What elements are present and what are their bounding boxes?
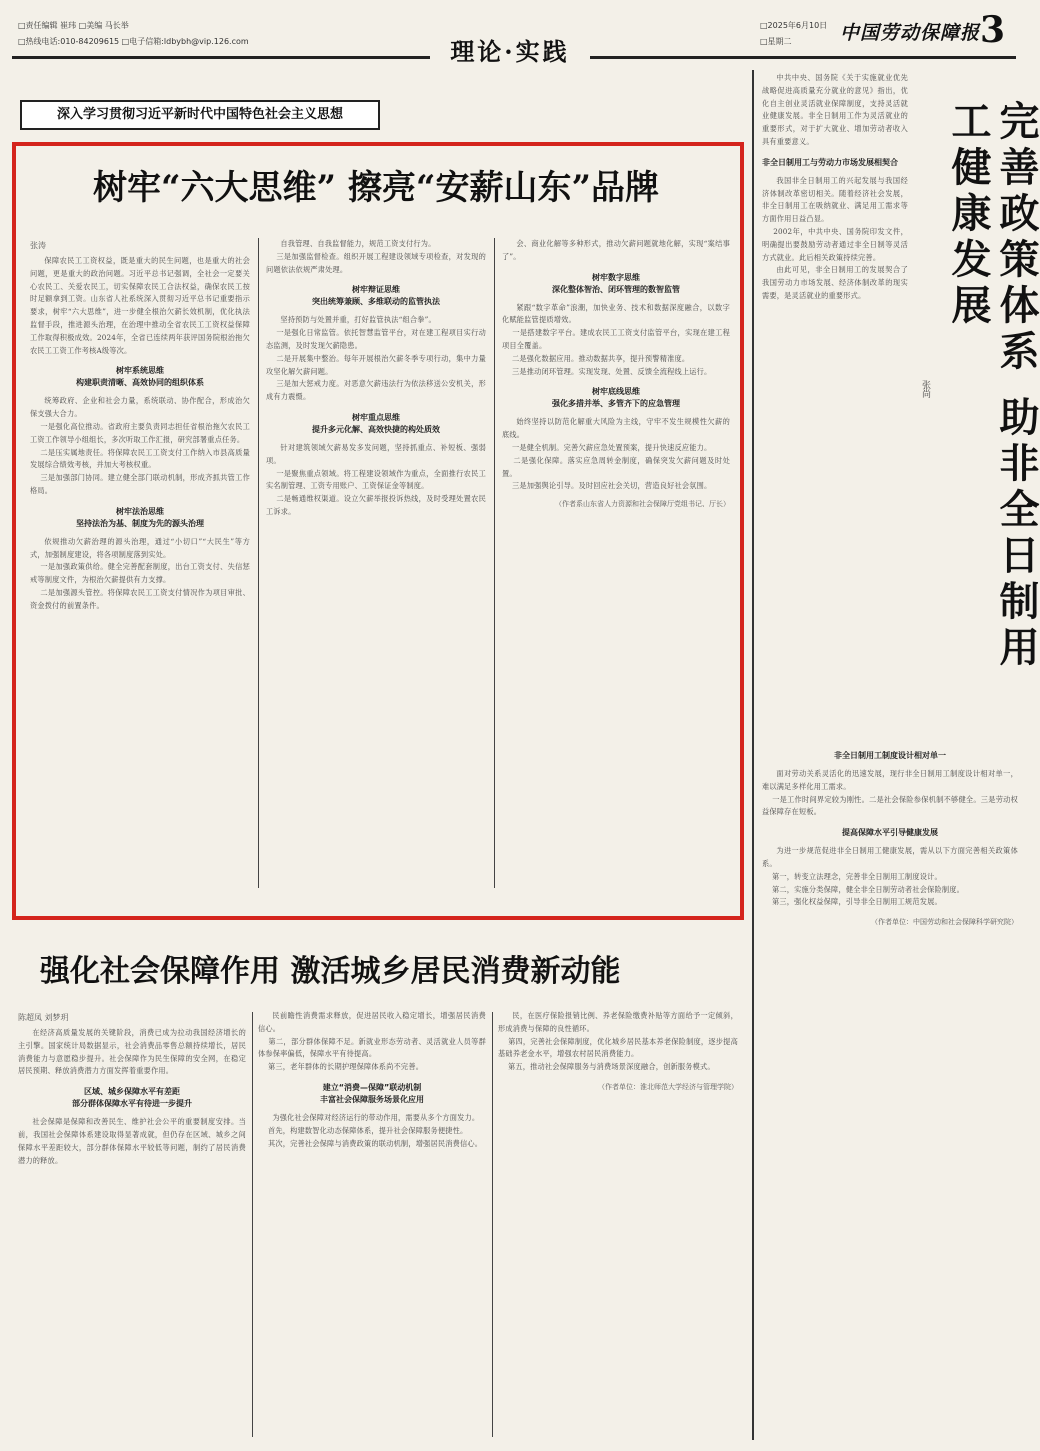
article1-col1-para2: 依规推动欠薪治理的源头治理，通过“小切口”“大民生”等方式，加强制度建设，将各项制度落到实处。 一是加强政策供给。健全完善配套制度，出台工资支付、失信惩戒等制度文件，为根治欠薪提供有力支撑。 二是加强源头管控。将保障农民工工资支付情况作为项目审批、资金拨付的前置条件。 xyxy=(30,536,250,610)
article1-author-note: （作者系山东省人力资源和社会保障厅党组书记、厅长） xyxy=(555,500,730,509)
sidebar-author-note: （作者单位：中国劳动和社会保障科学研究院） xyxy=(871,918,1018,927)
article2-col3-para1: 民，在医疗保险报销比例、养老保险缴费补贴等方面给予一定倾斜，形成消费与保障的良性循环。 第四，完善社会保障制度，优化城乡居民基本养老保险制度，逐步提高基础养老金水平，增强农村居民消费能力。 第五，推动社会保障服务与消费场景深度融合，创新服务模式。 xyxy=(498,1011,738,1072)
article2-col2 xyxy=(258,1010,486,1440)
col-divider xyxy=(494,238,495,888)
issue-date: □2025年6月10日 xyxy=(760,21,828,30)
article1-col2-para2: 针对建筑领域欠薪易发多发问题，坚持抓重点、补短板、强弱项。 一是聚焦重点领域。将工程建设领域作为重点，全面推行农民工实名制管理、工资专用账户、工资保证金等制度。 二是畅通维权渠道。设立欠薪举报投诉热线，及时受理处置农民工诉求。 xyxy=(266,442,486,516)
article1-subhead-digital: 树牢数字思维 深化整体智治、闭环管理的数智监管 xyxy=(552,272,680,294)
article1-col3-para1: 紧跟“数字革命”浪潮，加快业务、技术和数据深度融合，以数字化赋能监管提质增效。 一是搭建数字平台。建成农民工工资支付监管平台，实现在建工程项目全覆盖。 二是强化数据应用。推动数据共享，提升预警精准度。 三是推动闭环管理。实现发现、处置、反馈全流程线上运行。 xyxy=(502,302,730,376)
article2-col1 xyxy=(18,1010,246,1440)
sidebar-subhead-design: 非全日制用工制度设计相对单一 xyxy=(834,751,946,760)
article1-col2-para0: 自我管理、自我监督能力，规范工资支付行为。 三是加强监督检查。组织开展工程建设领域专项检查，对发现的问题依法依规严肃处理。 xyxy=(266,239,486,274)
article1-headline: 树牢“六大思维” 擦亮“安薪山东”品牌 xyxy=(92,168,660,208)
sidebar-divider xyxy=(752,70,754,1440)
article1-frame xyxy=(12,142,744,920)
article2-col2-para2: 为强化社会保障对经济运行的带动作用，需要从多个方面发力。 首先，构建数智化动态保障体系，提升社会保障服务便捷性。 其次，完善社会保障与消费政策的联动机制，增强居民消费信心。 xyxy=(267,1112,483,1148)
issue-weekday: □星期二 xyxy=(760,37,792,46)
sidebar-para1b: 由此可见，非全日制用工的发展契合了我国劳动力市场发展、经济体制改革的现实需要，是灵活就业的重要形式。 xyxy=(762,265,908,300)
article2-subhead-gap: 区域、城乡保障水平有差距 部分群体保障水平有待进一步提升 xyxy=(72,1087,192,1109)
article1-col3-para0: 会、商业化解等多种形式，推动欠薪问题就地化解，实现“案结事了”。 xyxy=(502,239,730,261)
article2-headline: 强化社会保障作用 激活城乡居民消费新动能 xyxy=(40,954,621,989)
sidebar-subhead-protection: 提高保障水平引导健康发展 xyxy=(842,828,938,838)
sidebar-col-b xyxy=(762,742,1018,1440)
masthead-date xyxy=(760,20,850,52)
article1-col3 xyxy=(502,238,730,898)
col-divider xyxy=(492,1012,493,1437)
editor-line: □责任编辑 崔玮 □美编 马长举 xyxy=(18,21,129,30)
sidebar-intro: 中共中央、国务院《关于实施就业优先战略促进高质量充分就业的意见》指出，优化自主创业灵活就业保障制度，支持灵活就业健康发展。非全日制用工作为灵活就业的重要形式，对于扩大就业、增加劳动者收入具有重要意义。 xyxy=(762,73,908,146)
article1-col1-para1: 统筹政府、企业和社会力量，系统联动、协作配合，形成治欠保支强大合力。 一是强化高位推动。省政府主要负责同志担任省根治拖欠农民工工资工作领导小组组长，多次听取工作汇报，研究部署重点任务。 二是压实属地责任。将保障农民工工资支付工作纳入市县高质量发展综合绩效考核，并加大考核权重。 三是加强部门协同。建立健全部门联动机制，形成齐抓共管工作格局。 xyxy=(30,396,250,495)
sidebar-vertical-title: 完善政策体系 助非全日制用工健康发展 xyxy=(945,100,1040,672)
article1-col3-para2: 始终坚持以防范化解重大风险为主线，守牢不发生规模性欠薪的底线。 一是健全机制。完善欠薪应急处置预案，提升快速反应能力。 二是强化保障。落实应急周转金制度，确保突发欠薪问题及时处置。 三是加强舆论引导。及时回应社会关切，营造良好社会氛围。 xyxy=(502,417,730,491)
article2-col3 xyxy=(498,1010,738,1440)
sidebar-para1: 我国非全日制用工的兴起发展与我国经济体制改革密切相关。随着经济社会发展，非全日制用工在吸纳就业、满足用工需求等方面作用日益凸显。 2002年，中共中央、国务院印发文件，明确提出要鼓励劳动者通过非全日制等灵活方式就业。此后相关政策持续完善。 xyxy=(762,175,908,262)
theme-banner xyxy=(20,100,380,130)
article1-subhead-law: 树牢法治思维 坚持法治为基、制度为先的源头治理 xyxy=(76,506,204,528)
article1-subhead-focus: 树牢重点思维 提升多元化解、高效快捷的构处质效 xyxy=(312,412,440,434)
article1-col2-para1: 坚持预防与处置并重，打好监管执法“组合拳”。 一是强化日常监管。依托智慧监管平台，对在建工程项目实行动态监测，及时发现欠薪隐患。 二是开展集中整治。每年开展根治欠薪冬季专项行动，集中力量攻坚化解欠薪问题。 三是加大惩戒力度。对恶意欠薪违法行为依法移送公安机关，形成有力震慑。 xyxy=(266,315,486,402)
article2-col1-para1: 在经济高质量发展的关键阶段，消费已成为拉动我国经济增长的主引擎。国家统计局数据显示，社会消费品零售总额持续增长，居民消费能力与意愿稳步提升。社会保障作为民生保障的安全网，在稳定居民预期、释放消费潜力方面发挥着重要作用。 xyxy=(18,1028,246,1076)
section-title: 理论·实践 xyxy=(430,32,590,66)
col-divider xyxy=(258,238,259,888)
article1-col1 xyxy=(30,238,250,898)
paper-name: 中国劳动保障报 xyxy=(840,22,981,44)
article2-subhead-linkage: 建立“消费—保障”联动机制 丰富社会保障服务场景化应用 xyxy=(320,1082,424,1104)
masthead-left xyxy=(18,20,348,52)
sidebar-title xyxy=(944,100,1040,700)
article1-col1-intro: 保障农民工工资权益，既是重大的民生问题，也是重大的社会问题，更是重大的政治问题。习近平总书记强调，全社会一定要关心农民工、关爱农民工，切实保障农民工合法权益，确保农民工按时足额拿到工资。山东省人社系统深入贯彻习近平总书记重要指示要求，树牢“六大思维”，进一步健全根治欠薪长效机制，优化执法监督手段，推进源头治理，在治理中推动全省农民工工资权益保障工作取得积极成效。2024年，全省已连续两年获评国务院根治拖欠农民工工资工作考核A级等次。 xyxy=(30,256,250,355)
sidebar-subhead-market: 非全日制用工与劳动力市场发展相契合 xyxy=(762,157,898,167)
sidebar-para3: 为进一步规范促进非全日制用工健康发展，需从以下方面完善相关政策体系。 第一，转变立法理念，完善非全日制用工制度设计。 第二，实施分类保障，健全非全日制劳动者社会保险制度。 第三，强化权益保障，引导非全日制用工规范发展。 xyxy=(762,846,1018,907)
article2-col2-para1: 民前瞻性消费需求释放，促进居民收入稳定增长，增强居民消费信心。 第二，部分群体保障不足。新就业形态劳动者、灵活就业人员等群体参保率偏低，保障水平有待提高。 第三，老年群体的长期护理保障体系尚不完善。 xyxy=(258,1011,486,1072)
sidebar-para2: 面对劳动关系灵活化的迅速发展，现行非全日制用工制度设计相对单一，难以满足多样化用工需求。 一是工作时间界定较为刚性。二是社会保险参保机制不够健全。三是劳动权益保障存在短板。 xyxy=(762,769,1018,817)
article1-subhead-system: 树牢系统思维 构建职责清晰、高效协同的组织体系 xyxy=(76,366,204,388)
contact-line: □热线电话:010-84209615 □电子信箱:ldbybh@vip.126.com xyxy=(18,37,249,46)
sidebar-col-a xyxy=(762,72,908,742)
col-divider xyxy=(252,1012,253,1437)
article1-subhead-bottomline: 树牢底线思维 强化多措并举、多管齐下的应急管理 xyxy=(552,387,680,409)
banner-text: 深入学习贯彻习近平新时代中国特色社会主义思想 xyxy=(56,107,343,122)
article2-col1-para2: 社会保障是保障和改善民生、维护社会公平的重要制度安排。当前，我国社会保障体系建设取得显著成就，但仍存在区域、城乡之间保障水平差距较大，部分群体保障水平较低等问题，制约了居民消费潜力的释放。 xyxy=(18,1117,246,1165)
article2-author-note: （作者单位：淮北师范大学经济与管理学院） xyxy=(598,1082,738,1091)
article1-col2 xyxy=(266,238,486,898)
article1-author: 张涛 xyxy=(30,241,46,250)
article1-subhead-dialectic: 树牢辩证思维 突出统筹兼顾、多维联动的监管执法 xyxy=(312,285,440,307)
article2-author: 陈超凤 刘梦玥 xyxy=(18,1013,69,1022)
page-number: 3 xyxy=(980,9,1006,51)
sidebar-author: 张尚 xyxy=(920,380,930,398)
